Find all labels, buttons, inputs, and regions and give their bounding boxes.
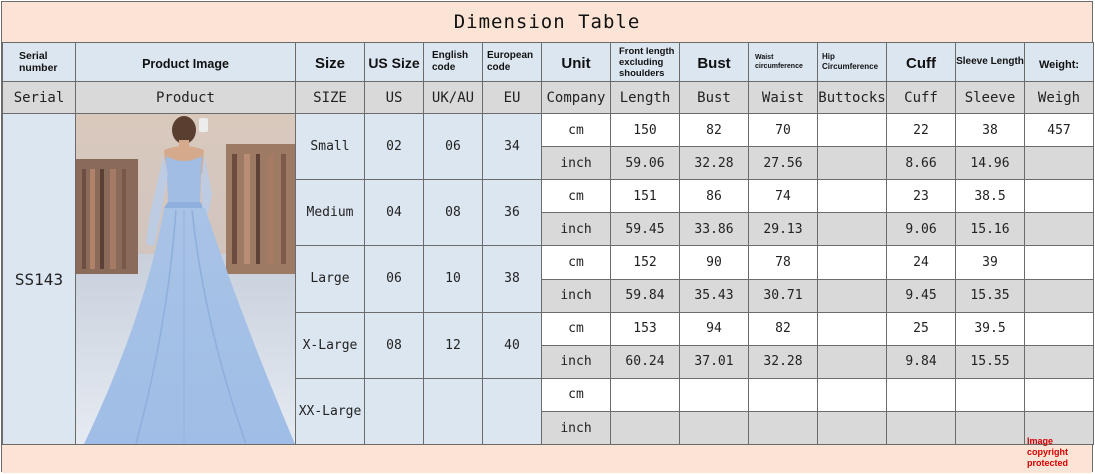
sleeve-value-cell: 39 <box>956 246 1025 279</box>
us-size-cell <box>365 378 424 444</box>
buttocks-value-cell <box>818 378 887 411</box>
unit-cell: cm <box>542 378 611 411</box>
sleeve-value-cell: 15.35 <box>956 279 1025 312</box>
subheader-waist: Waist <box>749 82 818 114</box>
header-size: Size <box>296 43 365 82</box>
eu-code-cell: 36 <box>483 180 542 246</box>
waist-value-cell: 30.71 <box>749 279 818 312</box>
length-value-cell: 152 <box>611 246 680 279</box>
bust-value-cell: 32.28 <box>680 147 749 180</box>
bust-value-cell: 90 <box>680 246 749 279</box>
sleeve-value-cell: 38.5 <box>956 180 1025 213</box>
size-name-cell: Small <box>296 114 365 180</box>
footer-bar <box>2 444 1092 473</box>
header-sleeve-length: Sleeve Length <box>956 43 1025 82</box>
unit-cell: inch <box>542 279 611 312</box>
waist-value-cell <box>749 412 818 445</box>
subheader-length: Length <box>611 82 680 114</box>
sleeve-value-cell: 39.5 <box>956 312 1025 345</box>
table-row <box>3 114 1094 147</box>
weight-value-cell <box>1025 180 1094 213</box>
waist-value-cell: 82 <box>749 312 818 345</box>
copyright-notice: Image copyright protected <box>1027 436 1069 468</box>
buttocks-value-cell <box>818 279 887 312</box>
unit-cell: cm <box>542 312 611 345</box>
sleeve-value-cell <box>956 378 1025 411</box>
subheader-bust: Bust <box>680 82 749 114</box>
size-name-cell: XX-Large <box>296 378 365 444</box>
unit-cell: cm <box>542 246 611 279</box>
bust-value-cell <box>680 378 749 411</box>
header-hip: Hip Circumference <box>818 43 887 82</box>
uk-code-cell: 06 <box>424 114 483 180</box>
weight-value-cell <box>1025 213 1094 246</box>
bust-value-cell <box>680 412 749 445</box>
us-size-cell: 08 <box>365 312 424 378</box>
header-product-image: Product Image <box>76 43 296 82</box>
weight-value-cell: 457 <box>1025 114 1094 147</box>
weight-value-cell <box>1025 246 1094 279</box>
unit-cell: inch <box>542 345 611 378</box>
length-value-cell <box>611 378 680 411</box>
length-value-cell: 60.24 <box>611 345 680 378</box>
bust-value-cell: 37.01 <box>680 345 749 378</box>
length-value-cell: 59.84 <box>611 279 680 312</box>
cuff-value-cell: 23 <box>887 180 956 213</box>
unit-cell: cm <box>542 180 611 213</box>
length-value-cell: 59.45 <box>611 213 680 246</box>
sleeve-value-cell: 15.16 <box>956 213 1025 246</box>
bust-value-cell: 94 <box>680 312 749 345</box>
eu-code-cell: 38 <box>483 246 542 312</box>
buttocks-value-cell <box>818 312 887 345</box>
buttocks-value-cell <box>818 180 887 213</box>
waist-value-cell: 27.56 <box>749 147 818 180</box>
uk-code-cell: 10 <box>424 246 483 312</box>
header-waist: Waist circumference <box>749 43 818 82</box>
header-european-code: European code <box>483 43 542 82</box>
weight-value-cell <box>1025 378 1094 411</box>
header-serial-number: Serial number <box>3 43 76 82</box>
cuff-value-cell: 22 <box>887 114 956 147</box>
eu-code-cell: 40 <box>483 312 542 378</box>
subheader-size: SIZE <box>296 82 365 114</box>
uk-code-cell: 12 <box>424 312 483 378</box>
cuff-value-cell: 9.06 <box>887 213 956 246</box>
subheader-weigh: Weigh <box>1025 82 1094 114</box>
subheader-us: US <box>365 82 424 114</box>
weight-value-cell <box>1025 279 1094 312</box>
buttocks-value-cell <box>818 345 887 378</box>
unit-cell: inch <box>542 412 611 445</box>
subheader-sleeve: Sleeve <box>956 82 1025 114</box>
cuff-value-cell <box>887 378 956 411</box>
length-value-cell: 59.06 <box>611 147 680 180</box>
cuff-value-cell: 25 <box>887 312 956 345</box>
length-value-cell <box>611 412 680 445</box>
cuff-value-cell: 9.84 <box>887 345 956 378</box>
sleeve-value-cell: 15.55 <box>956 345 1025 378</box>
sleeve-value-cell: 14.96 <box>956 147 1025 180</box>
subheader-cuff: Cuff <box>887 82 956 114</box>
subheader-eu: EU <box>483 82 542 114</box>
length-value-cell: 153 <box>611 312 680 345</box>
unit-cell: cm <box>542 114 611 147</box>
uk-code-cell <box>424 378 483 444</box>
unit-cell: inch <box>542 147 611 180</box>
header-cuff: Cuff <box>887 43 956 82</box>
bust-value-cell: 33.86 <box>680 213 749 246</box>
subheader-buttocks: Buttocks <box>818 82 887 114</box>
sleeve-value-cell <box>956 412 1025 445</box>
eu-code-cell <box>483 378 542 444</box>
bust-value-cell: 35.43 <box>680 279 749 312</box>
waist-value-cell: 70 <box>749 114 818 147</box>
header-unit: Unit <box>542 43 611 82</box>
waist-value-cell: 32.28 <box>749 345 818 378</box>
buttocks-value-cell <box>818 246 887 279</box>
buttocks-value-cell <box>818 114 887 147</box>
subheader-serial: Serial <box>3 82 76 114</box>
buttocks-value-cell <box>818 412 887 445</box>
product-image <box>76 114 295 444</box>
header-row-primary <box>3 43 1094 82</box>
subheader-product: Product <box>76 82 296 114</box>
length-value-cell: 150 <box>611 114 680 147</box>
header-front-length: Front length excluding shoulders <box>611 43 680 82</box>
subheader-ukau: UK/AU <box>424 82 483 114</box>
cuff-value-cell: 9.45 <box>887 279 956 312</box>
length-value-cell: 151 <box>611 180 680 213</box>
subheader-company: Company <box>542 82 611 114</box>
weight-value-cell <box>1025 345 1094 378</box>
bust-value-cell: 82 <box>680 114 749 147</box>
header-weight: Weight: <box>1025 43 1094 82</box>
size-name-cell: Large <box>296 246 365 312</box>
waist-value-cell: 74 <box>749 180 818 213</box>
product-image-cell <box>76 114 296 445</box>
header-row-secondary <box>3 82 1094 114</box>
uk-code-cell: 08 <box>424 180 483 246</box>
header-english-code: English code <box>424 43 483 82</box>
size-name-cell: X-Large <box>296 312 365 378</box>
buttocks-value-cell <box>818 147 887 180</box>
waist-value-cell: 29.13 <box>749 213 818 246</box>
header-bust: Bust <box>680 43 749 82</box>
dimension-table <box>2 42 1094 445</box>
serial-number-cell: SS143 <box>3 114 76 445</box>
size-name-cell: Medium <box>296 180 365 246</box>
cuff-value-cell: 8.66 <box>887 147 956 180</box>
us-size-cell: 02 <box>365 114 424 180</box>
eu-code-cell: 34 <box>483 114 542 180</box>
waist-value-cell <box>749 378 818 411</box>
header-us-size: US Size <box>365 43 424 82</box>
us-size-cell: 06 <box>365 246 424 312</box>
unit-cell: inch <box>542 213 611 246</box>
sleeve-value-cell: 38 <box>956 114 1025 147</box>
cuff-value-cell <box>887 412 956 445</box>
table-title: Dimension Table <box>2 2 1092 43</box>
cuff-value-cell: 24 <box>887 246 956 279</box>
weight-value-cell <box>1025 312 1094 345</box>
buttocks-value-cell <box>818 213 887 246</box>
us-size-cell: 04 <box>365 180 424 246</box>
waist-value-cell: 78 <box>749 246 818 279</box>
weight-value-cell <box>1025 147 1094 180</box>
bust-value-cell: 86 <box>680 180 749 213</box>
